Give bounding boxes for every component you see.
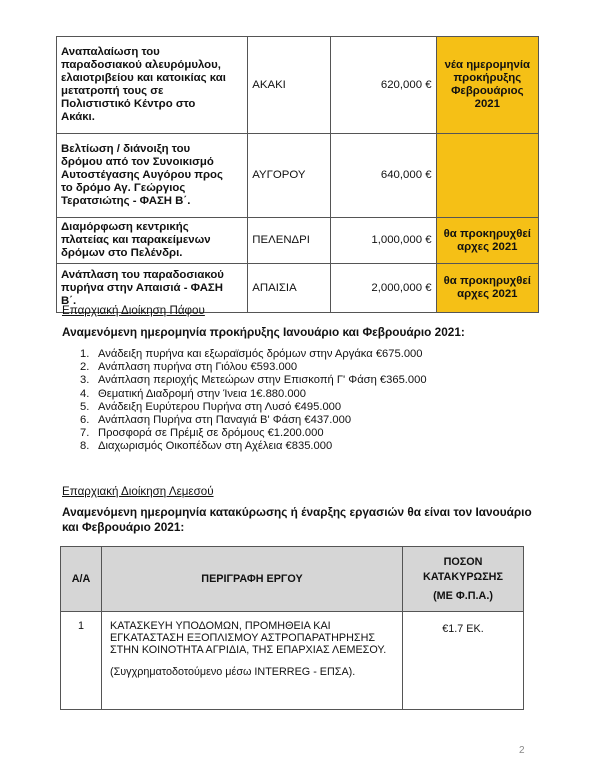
limassol-table (60, 546, 524, 710)
list-item: 4. Θεματική Διαδρομή στην Ίνεια 1€.880.000 (80, 387, 307, 400)
list-item: 8. Διαχωρισμός Οικοπέδων στη Αχέλεια €835.000 (80, 440, 333, 453)
column-header-amount: ΠΟΣΟΝ ΚΑΤΑΚΥΡΩΣΗΣ (ΜΕ Φ.Π.Α.) (403, 547, 524, 612)
table-header-row (61, 547, 524, 612)
column-header-description: ΠΕΡΙΓΡΑΦΗ ΕΡΓΟΥ (102, 547, 403, 612)
column-header-aa: Α/Α (61, 547, 102, 612)
project-description: Αναπαλαίωση του παραδοσιακού αλευρόμυλου, ελαιοτριβείου και κατοικίας και μετατροπή τους σε Πολιστιστικό Κέντρο στο Ακάκι. (57, 37, 248, 134)
table-row (57, 218, 539, 264)
project-amount: 1,000,000 € (331, 218, 437, 264)
project-location: ΑΚΑΚΙ (248, 37, 331, 134)
list-item: 2. Ανάπλαση πυρήνα στη Γιόλου €593.000 (80, 361, 298, 374)
project-location: ΑΠΑΙΣΙΑ (248, 264, 331, 313)
project-description: Διαμόρφωση κεντρικής πλατείας και παρακείμενων δρόμων στο Πελένδρι. (57, 218, 248, 264)
table-row (61, 612, 524, 710)
project-location: ΠΕΛΕΝΔΡΙ (248, 218, 331, 264)
project-amount: 620,000 € (331, 37, 437, 134)
project-description: Ανάπλαση του παραδοσιακού πυρήνα στην Απαισιά - ΦΑΣΗ Β΄. (57, 264, 248, 313)
project-location: ΑΥΓΟΡΟΥ (248, 134, 331, 218)
limassol-subheading: Αναμενόμενη ημερομηνία κατακύρωσης ή έναρξης εργασιών θα είναι τον Ιανουάριο και Φεβρουάριο 2021: (62, 505, 532, 534)
list-item: 7. Προσφορά σε Πρέμιξ σε δρόμους €1.200.000 (80, 427, 324, 440)
list-item: 6. Ανάπλαση Πυρήνα στη Παναγιά Β' Φάση €437.000 (80, 413, 352, 426)
project-amount: 640,000 € (331, 134, 437, 218)
paphos-heading: Επαρχιακή Διοίκηση Πάφου (62, 304, 205, 317)
project-note: θα προκηρυχθεί αρχες 2021 (436, 218, 538, 264)
paphos-subheading: Αναμενόμενη ημερομηνία προκήρυξης Ιανουάριο και Φεβρουάριο 2021: (62, 325, 465, 339)
list-item: 1. Ανάδειξη πυρήνα και εξωραϊσμός δρόμων στην Αργάκα €675.000 (80, 348, 423, 360)
limassol-heading: Επαρχιακή Διοίκηση Λεμεσού (62, 485, 214, 498)
row-amount: €1.7 ΕΚ. (403, 612, 524, 710)
list-item: 3. Ανάπλαση περιοχής Μετεώρων στην Επισκοπή Γ' Φάση €365.000 (80, 374, 427, 387)
page-number: 2 (519, 745, 525, 756)
row-description: ΚΑΤΑΣΚΕΥΗ ΥΠΟΔΟΜΩΝ, ΠΡΟΜΗΘΕΙΑ ΚΑΙ ΕΓΚΑΤΑΣΤΑΣΗ ΕΞΟΠΛΙΣΜΟΥ ΑΣΤΡΟΠΑΡΑΤΗΡΗΣΗΣ ΣΤΗΝ ΚΟΙΝΟΤΗΤΑ ΑΓΡΙΔΙΑ, ΤΗΣ ΕΠΑΡΧΙΑΣ ΛΕΜΕΣΟΥ. (Συγχρηματοδοτούμενο μέσω INTERREG - ΕΠΣΑ). (102, 612, 403, 710)
project-amount: 2,000,000 € (331, 264, 437, 313)
projects-table (56, 36, 539, 313)
project-note: νέα ημερομηνία προκήρυξης Φεβρουάριος 2021 (436, 37, 538, 134)
project-description: Βελτίωση / διάνοιξη του δρόμου από τον Συνοικισμό Αυτοστέγασης Αυγόρου προς το δρόμο Αγ. Γεώργιος Τερατσιώτης - ΦΑΣΗ Β΄. (57, 134, 248, 218)
project-note: θα προκηρυχθεί αρχες 2021 (436, 264, 538, 313)
list-item: 5. Ανάδειξη Ευρύτερου Πυρήνα στη Λυσό €495.000 (80, 400, 342, 413)
row-number: 1 (61, 612, 102, 710)
paphos-project-list (80, 348, 427, 454)
project-note (436, 134, 538, 218)
table-row (57, 37, 539, 134)
table-row (57, 134, 539, 218)
